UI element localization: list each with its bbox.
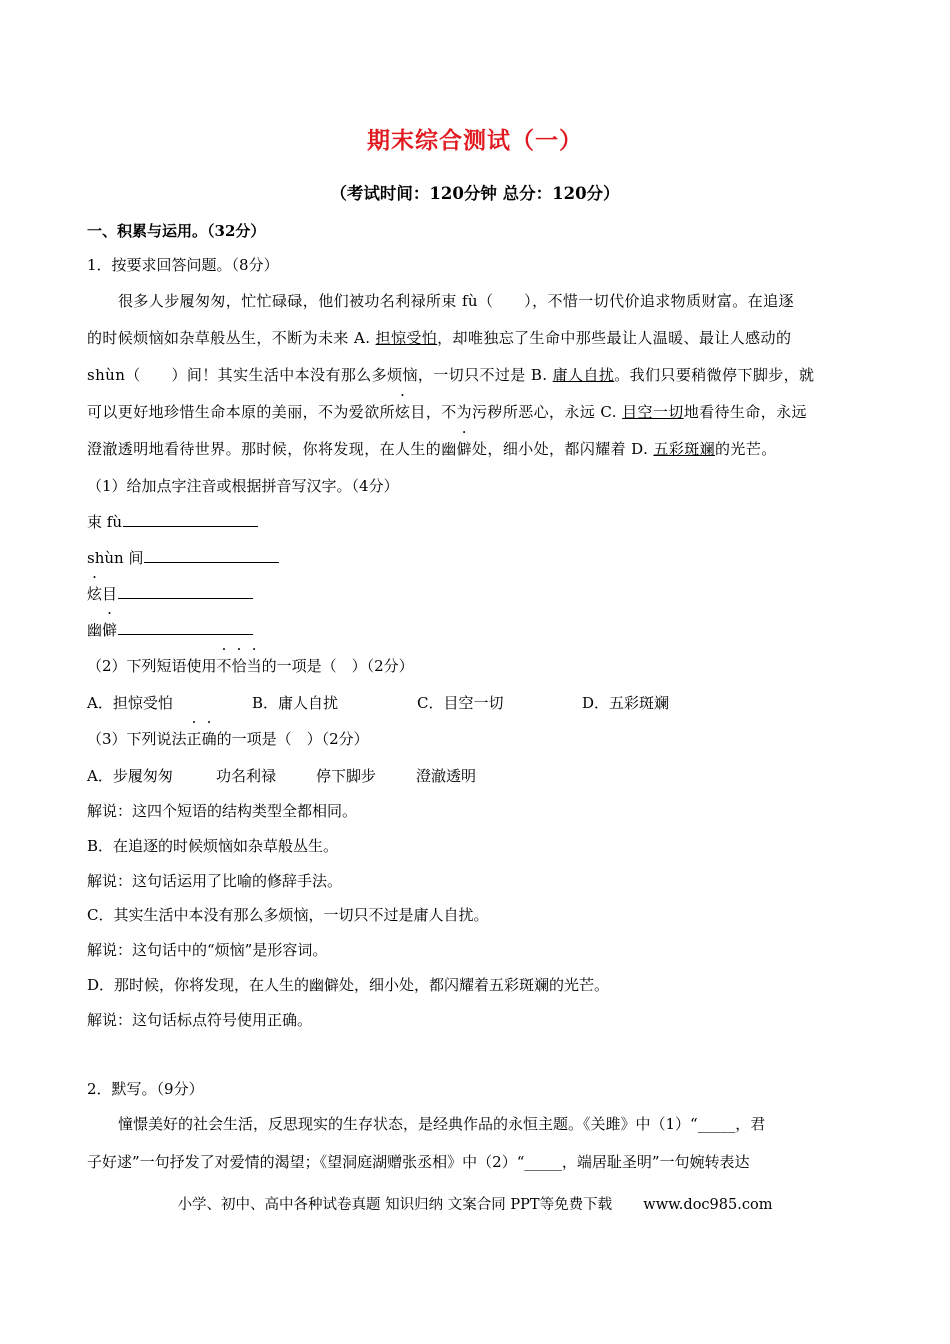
passage-text: 的时候烦恼如杂草般丛生，不断为未来 A. <box>87 329 376 347</box>
answer-label: 束 fù <box>87 513 122 531</box>
question-2-stem: 2．默写。（9分） <box>87 1080 204 1098</box>
passage-text: 。我们只要稍微停下脚步，就 <box>614 366 815 384</box>
explanation-b: 解说：这句话运用了比喻的修辞手法。 <box>87 872 343 890</box>
phrase-c: 目空一切 <box>622 403 684 421</box>
option-c[interactable]: C．目空一切 <box>417 694 504 712</box>
passage-text: 的光芒。 <box>715 440 777 458</box>
dotted-phrase <box>217 657 262 675</box>
sub-question-text: （2）下列短语使用 <box>87 657 217 675</box>
sub-question-text: 的一项是（ ）（2分） <box>216 730 369 748</box>
footer-text: 小学、初中、高中各种试卷真题 知识归纳 文案合同 PPT等免费下载 <box>177 1197 613 1213</box>
explanation-c: 解说：这句话中的“烦恼”是形容词。 <box>87 941 328 959</box>
question-1-stem: 1．按要求回答问题。（8分） <box>87 256 279 274</box>
option-b-row[interactable]: B．在追逐的时候烦恼如杂草般丛生。 <box>87 837 339 855</box>
question-2-line-2: 子好逑”一句抒发了对爱情的渴望；《望洞庭湖赠张丞相》中（2）“_____，端居耻圣明”一句婉转表达 <box>87 1153 750 1171</box>
section-heading: 一、积累与运用。（32分） <box>87 222 266 240</box>
answer-blank[interactable] <box>118 619 253 635</box>
dotted-char: 确 <box>201 730 217 748</box>
sub-question-2 <box>87 655 414 676</box>
passage-line-2 <box>87 327 791 348</box>
passage-line-3 <box>87 364 814 385</box>
page-title: 期末综合测试（一） <box>367 127 583 154</box>
answer-blank[interactable] <box>144 547 279 563</box>
answer-label: shùn 间 <box>87 549 144 567</box>
phrase-d: 五彩斑斓 <box>653 440 716 458</box>
phrase-a: 担惊受怕 <box>375 329 438 347</box>
answer-blank[interactable] <box>118 583 253 599</box>
footer-url[interactable]: www.doc985.com <box>643 1197 773 1213</box>
sub-question-text: 的一项是（ ）（2分） <box>261 657 414 675</box>
passage-text: 可以更好地珍惜生命本原的美丽，不为爱欲所 <box>87 403 396 421</box>
option-a-phrase: 停下脚步 <box>316 767 377 785</box>
sub-question-3 <box>87 728 369 749</box>
dotted-char: 不 <box>216 657 232 675</box>
option-a-phrase: 功名利禄 <box>216 767 277 785</box>
dotted-char: 正 <box>186 730 202 748</box>
passage-text: 目，不为污秽所恶心，永远 C. <box>410 403 623 421</box>
passage-line-1 <box>118 290 794 311</box>
option-a-phrase: A．步履匆匆 <box>87 767 173 785</box>
sub-question-text: （3）下列说法 <box>87 730 187 748</box>
dotted-char: 炫 <box>87 585 103 603</box>
passage-line-5 <box>87 438 777 459</box>
answer-blank[interactable] <box>123 511 258 527</box>
dotted-char: 炫 <box>395 403 411 421</box>
passage-text: 很多人步履匆匆，忙忙碌碌，他们被功名利禄所束 fù（ ），不惜一切代价追求物质财富。在追逐 <box>118 292 794 310</box>
question-2-line-1: 憧憬美好的社会生活，反思现实的生存状态，是经典作品的永恒主题。《关雎》中（1）“_____，君 <box>118 1115 766 1133</box>
passage-text: shùn（ ）间！其实生活中本没有那么多烦恼，一切只不过是 B. <box>87 366 553 384</box>
passage-text: 地看待生命，永远 <box>683 403 807 421</box>
answer-line-4 <box>87 619 253 640</box>
dotted-char: 僻 <box>456 440 473 458</box>
answer-label: 目 <box>102 585 118 603</box>
dotted-char: 恰 <box>231 657 247 675</box>
dotted-phrase <box>187 730 217 748</box>
answer-line-1 <box>87 511 258 532</box>
passage-text: ，却唯独忘了生命中那些最让人温暖、最让人感动的 <box>437 329 792 347</box>
option-a-phrase: 澄澈透明 <box>416 767 477 785</box>
option-b[interactable]: B．庸人自扰 <box>252 694 339 712</box>
option-a[interactable]: A．担惊受怕 <box>87 694 173 712</box>
answer-line-3 <box>87 583 253 604</box>
option-c-row[interactable]: C．其实生活中本没有那么多烦恼，一切只不过是庸人自扰。 <box>87 906 489 924</box>
answer-line-2 <box>87 547 279 568</box>
passage-line-4 <box>87 401 807 422</box>
exam-info: （考试时间：120分钟 总分：120分） <box>330 184 620 203</box>
option-d[interactable]: D．五彩斑斓 <box>582 694 670 712</box>
page-footer <box>0 1193 950 1214</box>
sub-question-1: （1）给加点字注音或根据拼音写汉字。（4分） <box>87 477 399 495</box>
answer-label: 幽 <box>87 621 103 639</box>
dotted-char: 僻 <box>102 621 118 639</box>
passage-text: 处，细小处，都闪耀着 D. <box>472 440 654 458</box>
option-d-row[interactable]: D．那时候，你将发现，在人生的幽僻处，细小处，都闪耀着五彩斑斓的光芒。 <box>87 976 610 994</box>
passage-text: 澄澈透明地看待世界。那时候，你将发现，在人生的幽 <box>87 440 457 458</box>
explanation-d: 解说：这句话标点符号使用正确。 <box>87 1011 313 1029</box>
dotted-char: 当 <box>246 657 262 675</box>
explanation-a: 解说：这四个短语的结构类型全都相同。 <box>87 802 358 820</box>
phrase-b: 庸人自扰 <box>552 366 615 384</box>
